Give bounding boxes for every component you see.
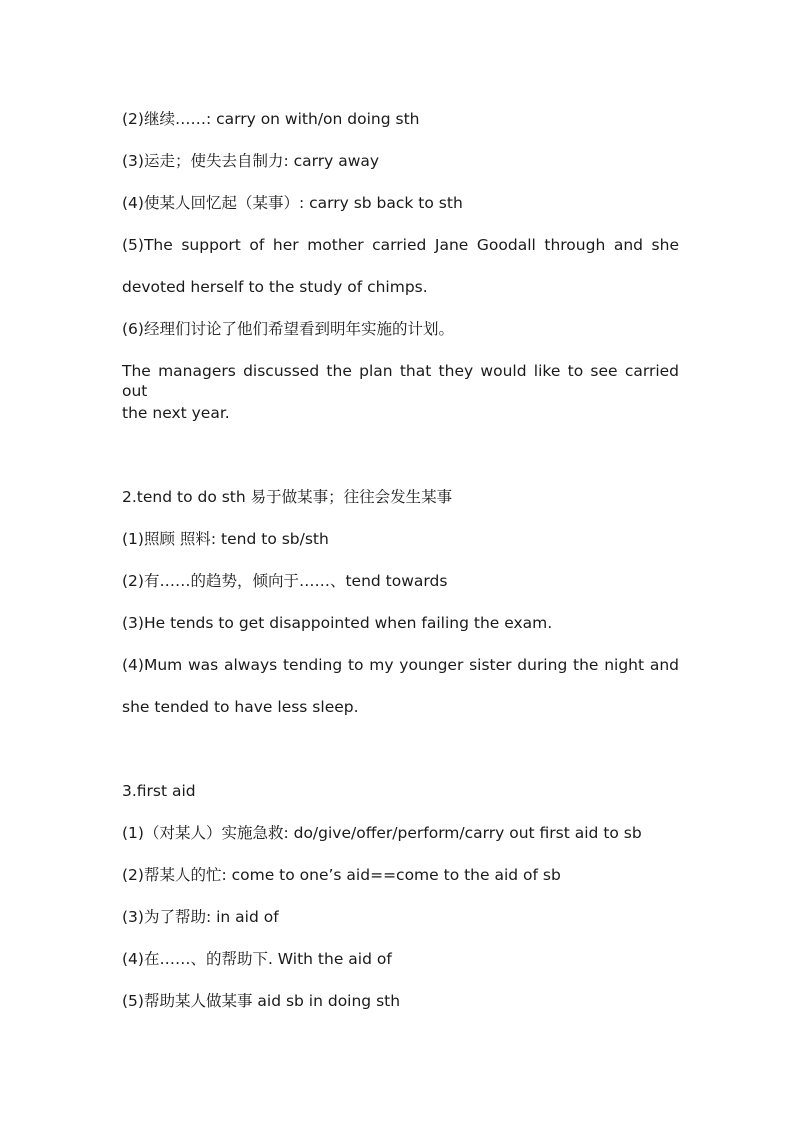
first-aid-line-5: (5)帮助某人做某事 aid sb in doing sth [122, 992, 401, 1010]
carry-back-line: (4)使某人回忆起（某事）: carry sb back to sth [122, 194, 463, 212]
translation-prompt-6: (6)经理们讨论了他们希望看到明年实施的计划。 [122, 320, 454, 338]
tend-example-4-line-1: (4)Mum was always tending to my younger sister during the night and [122, 656, 679, 674]
translation-answer-line-1: The managers discussed the plan that they would like to see carried out [122, 362, 679, 400]
first-aid-line-3: (3)为了帮助: in aid of [122, 908, 279, 926]
tend-to-sb-line: (1)照顾 照料: tend to sb/sth [122, 530, 329, 548]
tend-example-4-line-2: she tended to have less sleep. [122, 698, 359, 716]
first-aid-heading: 3.first aid [122, 782, 196, 800]
first-aid-line-4: (4)在……、的帮助下. With the aid of [122, 950, 392, 968]
carry-on-line: (2)继续……: carry on with/on doing sth [122, 110, 420, 128]
carry-away-line: (3)运走；使失去自制力: carry away [122, 152, 380, 170]
first-aid-line-2: (2)帮某人的忙: come to one’s aid==come to the aid of sb [122, 866, 561, 884]
translation-answer-line-2: the next year. [122, 404, 230, 422]
tend-example-3: (3)He tends to get disappointed when failing the exam. [122, 614, 553, 632]
example-sentence-5-line-2: devoted herself to the study of chimps. [122, 278, 428, 296]
example-sentence-5-line-1: (5)The support of her mother carried Jane Goodall through and she [122, 236, 679, 254]
first-aid-line-1: (1)（对某人）实施急救: do/give/offer/perform/carry out first aid to sb [122, 824, 642, 842]
tend-to-heading: 2.tend to do sth 易于做某事；往往会发生某事 [122, 488, 453, 506]
tend-towards-line: (2)有……的趋势，倾向于……、tend towards [122, 572, 448, 590]
